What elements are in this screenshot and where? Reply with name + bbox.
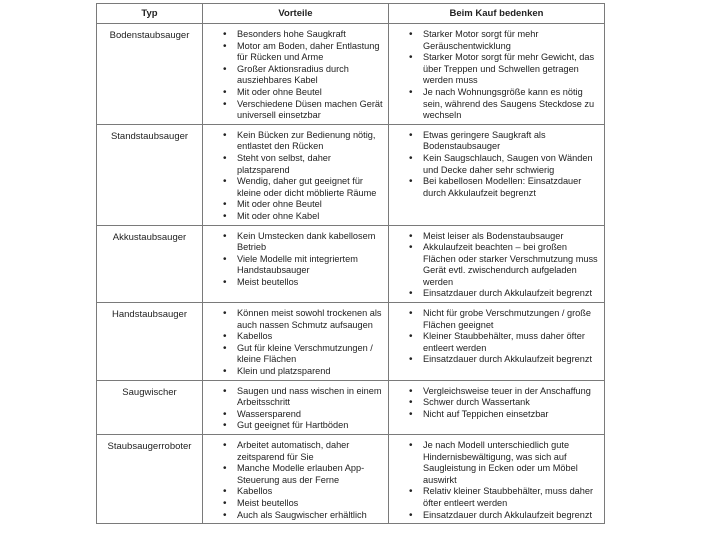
list-item: • Je nach Modell unterschiedlich gute Hindernisbewältigung, was sich auf Saugleistung in Ecken oder um Möbel auswirkt [391,440,601,486]
advantages-list [205,440,385,521]
type-cell: Bodenstaubsauger [97,24,203,125]
table-row [97,124,605,225]
considerations-cell [389,124,605,225]
header-vorteile: Vorteile [203,4,389,24]
list-item: • Meist beutellos [205,498,385,510]
table-row [97,24,605,125]
list-item: • Einsatzdauer durch Akkulaufzeit begrenzt [391,510,601,522]
list-item: • Bei kabellosen Modellen: Einsatzdauer durch Akkulaufzeit begrenzt [391,176,601,199]
list-item: • Großer Aktionsradius durch ausziehbares Kabel [205,64,385,87]
advantages-cell [203,225,389,303]
list-item: • Je nach Wohnungsgröße kann es nötig sein, während des Saugens Steckdose zu wechseln [391,87,601,122]
list-item: • Können meist sowohl trockenen als auch nassen Schmutz aufsaugen [205,308,385,331]
list-item: • Meist leiser als Bodenstaubsauger [391,231,601,243]
list-item: • Klein und platzsparend [205,366,385,378]
list-item: • Besonders hohe Saugkraft [205,29,385,41]
list-item: • Einsatzdauer durch Akkulaufzeit begrenzt [391,354,601,366]
list-item: • Nicht für grobe Verschmutzungen / große Flächen geeignet [391,308,601,331]
list-item: • Nicht auf Teppichen einsetzbar [391,409,601,421]
header-typ: Typ [97,4,203,24]
list-item: • Wendig, daher gut geeignet für kleine oder dicht möblierte Räume [205,176,385,199]
list-item: • Mit oder ohne Beutel [205,199,385,211]
list-item: • Einsatzdauer durch Akkulaufzeit begrenzt [391,288,601,300]
list-item: • Saugen und nass wischen in einem Arbeitsschritt [205,386,385,409]
list-item: • Mit oder ohne Kabel [205,211,385,223]
considerations-list [391,231,601,301]
considerations-cell [389,435,605,524]
list-item: • Kleiner Staubbehälter, muss daher öfter entleert werden [391,331,601,354]
list-item: • Schwer durch Wassertank [391,397,601,409]
header-row [97,4,605,24]
list-item: • Kein Umstecken dank kabellosem Betrieb [205,231,385,254]
list-item: • Relativ kleiner Staubbehälter, muss daher öfter entleert werden [391,486,601,509]
advantages-list [205,386,385,432]
considerations-list [391,29,601,122]
considerations-cell [389,24,605,125]
list-item: • Arbeitet automatisch, daher zeitsparend für Sie [205,440,385,463]
table-row [97,303,605,381]
advantages-cell [203,380,389,434]
table-row [97,435,605,524]
type-cell: Akkustaubsauger [97,225,203,303]
considerations-list [391,308,601,366]
list-item: • Starker Motor sorgt für mehr Gewicht, das über Treppen und Schwellen getragen werden muss [391,52,601,87]
considerations-cell [389,303,605,381]
considerations-cell [389,380,605,434]
considerations-list [391,386,601,421]
considerations-list [391,440,601,521]
list-item: • Mit oder ohne Beutel [205,87,385,99]
list-item: • Vergleichsweise teuer in der Anschaffung [391,386,601,398]
list-item: • Kein Bücken zur Bedienung nötig, entlastet den Rücken [205,130,385,153]
table-row [97,380,605,434]
list-item: • Manche Modelle erlauben App-Steuerung aus der Ferne [205,463,385,486]
type-cell: Standstaubsauger [97,124,203,225]
list-item: • Viele Modelle mit integriertem Handstaubsauger [205,254,385,277]
advantages-cell [203,24,389,125]
list-item: • Etwas geringere Saugkraft als Bodenstaubsauger [391,130,601,153]
advantages-cell [203,124,389,225]
list-item: • Akkulaufzeit beachten – bei großen Flächen oder starker Verschmutzung muss Gerät evtl. zwischendurch aufgeladen werden [391,242,601,288]
advantages-cell [203,303,389,381]
advantages-list [205,308,385,378]
advantages-cell [203,435,389,524]
list-item: • Motor am Boden, daher Entlastung für Rücken und Arme [205,41,385,64]
list-item: • Meist beutellos [205,277,385,289]
type-cell: Staubsaugerroboter [97,435,203,524]
list-item: • Auch als Saugwischer erhältlich [205,510,385,522]
list-item: • Starker Motor sorgt für mehr Geräuschentwicklung [391,29,601,52]
header-bedenken: Beim Kauf bedenken [389,4,605,24]
list-item: • Steht von selbst, daher platzsparend [205,153,385,176]
list-item: • Kein Saugschlauch, Saugen von Wänden und Decke daher sehr schwierig [391,153,601,176]
list-item: • Kabellos [205,486,385,498]
type-cell: Saugwischer [97,380,203,434]
type-cell: Handstaubsauger [97,303,203,381]
considerations-list [391,130,601,200]
considerations-cell [389,225,605,303]
list-item: • Gut geeignet für Hartböden [205,420,385,432]
comparison-table [96,3,605,524]
list-item: • Verschiedene Düsen machen Gerät universell einsetzbar [205,99,385,122]
list-item: • Kabellos [205,331,385,343]
list-item: • Gut für kleine Verschmutzungen / kleine Flächen [205,343,385,366]
advantages-list [205,29,385,122]
list-item: • Wassersparend [205,409,385,421]
advantages-list [205,231,385,289]
table-row [97,225,605,303]
advantages-list [205,130,385,223]
